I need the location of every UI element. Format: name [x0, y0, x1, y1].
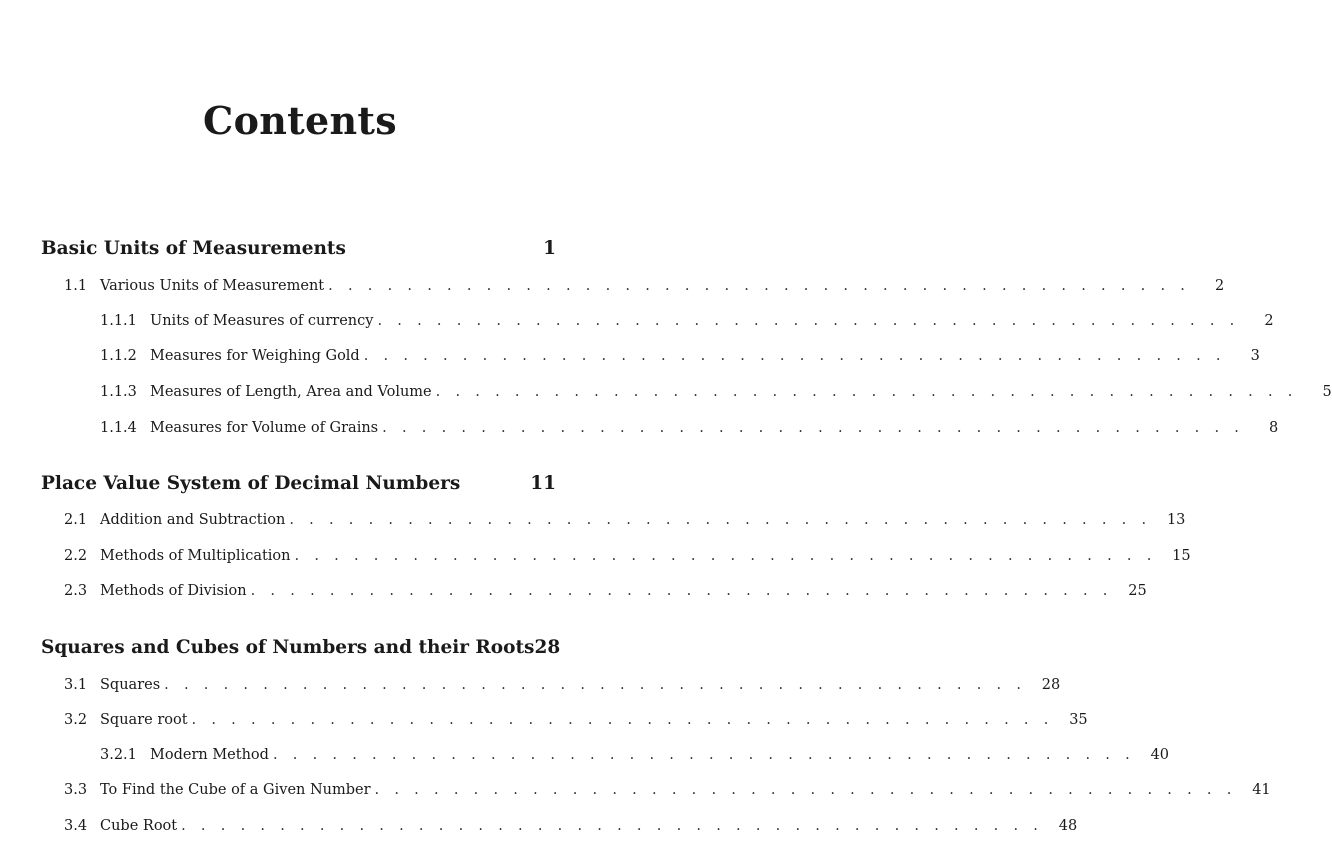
section-number: 2.2 [64, 548, 88, 564]
subsection-title: Measures for Volume of Grains [150, 420, 379, 436]
toc-chapter-2[interactable] [41, 473, 556, 494]
subsection-title: Measures for Weighing Gold [150, 348, 360, 364]
section-page-number: 41 [1252, 782, 1271, 798]
dot-leader: . . . . . . . . . . . . . . . . . . . . . . . . . . . . . . . . . . . . . . . . . . . . [382, 420, 1245, 436]
subsection-title: Units of Measures of currency [150, 313, 374, 329]
section-number: 2.3 [64, 583, 88, 599]
section-page-number: 25 [1128, 583, 1147, 599]
toc-section-3-2[interactable] [64, 712, 1088, 728]
toc-section-2-3[interactable] [64, 583, 1147, 599]
chapter-title: Squares and Cubes of Numbers and their Roots [41, 637, 535, 658]
section-page-number: 13 [1166, 512, 1186, 528]
toc-section-1-1[interactable] [64, 278, 1225, 294]
toc-subsection-3-2-1[interactable] [100, 747, 1170, 763]
toc-subsection-1-1-4[interactable] [100, 420, 1279, 436]
dot-leader: . . . . . . . . . . . . . . . . . . . . . . . . . . . . . . . . . . . . . . . . . . . . [435, 384, 1298, 400]
toc-section-3-1[interactable] [64, 677, 1061, 693]
subsection-number: 3.2.1 [100, 747, 137, 763]
subsection-page-number: 2 [1264, 313, 1274, 329]
section-title: Various Units of Measurement [100, 278, 325, 294]
dot-leader: . . . . . . . . . . . . . . . . . . . . . . . . . . . . . . . . . . . . . . . . . . . . [374, 782, 1237, 798]
subsection-number: 1.1.1 [100, 313, 137, 329]
subsection-page-number: 8 [1268, 420, 1279, 436]
dot-leader: . . . . . . . . . . . . . . . . . . . . . . . . . . . . . . . . . . . . . . . . . . . . [328, 278, 1191, 294]
toc-chapter-1[interactable] [41, 238, 556, 259]
subsection-number: 1.1.3 [100, 384, 137, 400]
toc-subsection-1-1-1[interactable] [100, 313, 1274, 329]
chapter-page-number: 1 [543, 238, 556, 259]
section-number: 3.3 [64, 782, 88, 798]
chapter-page-number: 28 [534, 637, 561, 658]
section-title: Cube Root [100, 818, 178, 834]
subsection-page-number: 5 [1322, 384, 1332, 400]
dot-leader: . . . . . . . . . . . . . . . . . . . . . . . . . . . . . . . . . . . . . . . . . . . . [164, 677, 1027, 693]
section-page-number: 28 [1041, 677, 1061, 693]
dot-leader: . . . . . . . . . . . . . . . . . . . . . . . . . . . . . . . . . . . . . . . . . . . . [377, 313, 1240, 329]
section-title: Square root [100, 712, 188, 728]
section-title: Addition and Subtraction [100, 512, 286, 528]
toc-section-2-2[interactable] [64, 548, 1191, 564]
dot-leader: . . . . . . . . . . . . . . . . . . . . . . . . . . . . . . . . . . . . . . . . . . . . [191, 712, 1054, 728]
section-page-number: 35 [1069, 712, 1088, 728]
subsection-page-number: 3 [1250, 348, 1260, 364]
toc-subsection-1-1-3[interactable] [100, 384, 1332, 400]
dot-leader: . . . . . . . . . . . . . . . . . . . . . . . . . . . . . . . . . . . . . . . . . . . . [272, 747, 1136, 763]
dot-leader: . . . . . . . . . . . . . . . . . . . . . . . . . . . . . . . . . . . . . . . . . . . . [289, 512, 1152, 528]
section-title: To Find the Cube of a Given Number [100, 782, 371, 798]
section-page-number: 2 [1214, 278, 1225, 294]
subsection-page-number: 40 [1150, 747, 1170, 763]
toc-chapter-3[interactable] [41, 637, 561, 658]
chapter-page-number: 11 [530, 473, 556, 494]
page-title: Contents [203, 98, 397, 143]
toc-section-2-1[interactable] [64, 512, 1186, 528]
subsection-number: 1.1.2 [100, 348, 137, 364]
toc-section-3-3[interactable] [64, 782, 1271, 798]
section-title: Squares [100, 677, 161, 693]
subsection-title: Modern Method [150, 747, 269, 763]
dot-leader: . . . . . . . . . . . . . . . . . . . . . . . . . . . . . . . . . . . . . . . . . . . . [294, 548, 1157, 564]
section-title: Methods of Division [100, 583, 247, 599]
section-page-number: 15 [1172, 548, 1191, 564]
section-number: 2.1 [64, 512, 88, 528]
dot-leader: . . . . . . . . . . . . . . . . . . . . . . . . . . . . . . . . . . . . . . . . . . . . [363, 348, 1226, 364]
section-number: 1.1 [64, 278, 88, 294]
section-title: Methods of Multiplication [100, 548, 291, 564]
section-number: 3.2 [64, 712, 88, 728]
chapter-title: Basic Units of Measurements [41, 238, 346, 259]
subsection-number: 1.1.4 [100, 420, 137, 436]
section-number: 3.4 [64, 818, 88, 834]
toc-section-3-4[interactable] [64, 818, 1078, 834]
subsection-title: Measures of Length, Area and Volume [150, 384, 432, 400]
toc-subsection-1-1-2[interactable] [100, 348, 1260, 364]
dot-leader: . . . . . . . . . . . . . . . . . . . . . . . . . . . . . . . . . . . . . . . . . . . . [250, 583, 1113, 599]
dot-leader: . . . . . . . . . . . . . . . . . . . . . . . . . . . . . . . . . . . . . . . . . . . . [181, 818, 1044, 834]
section-page-number: 48 [1058, 818, 1078, 834]
chapter-title: Place Value System of Decimal Numbers [41, 473, 461, 494]
section-number: 3.1 [64, 677, 88, 693]
